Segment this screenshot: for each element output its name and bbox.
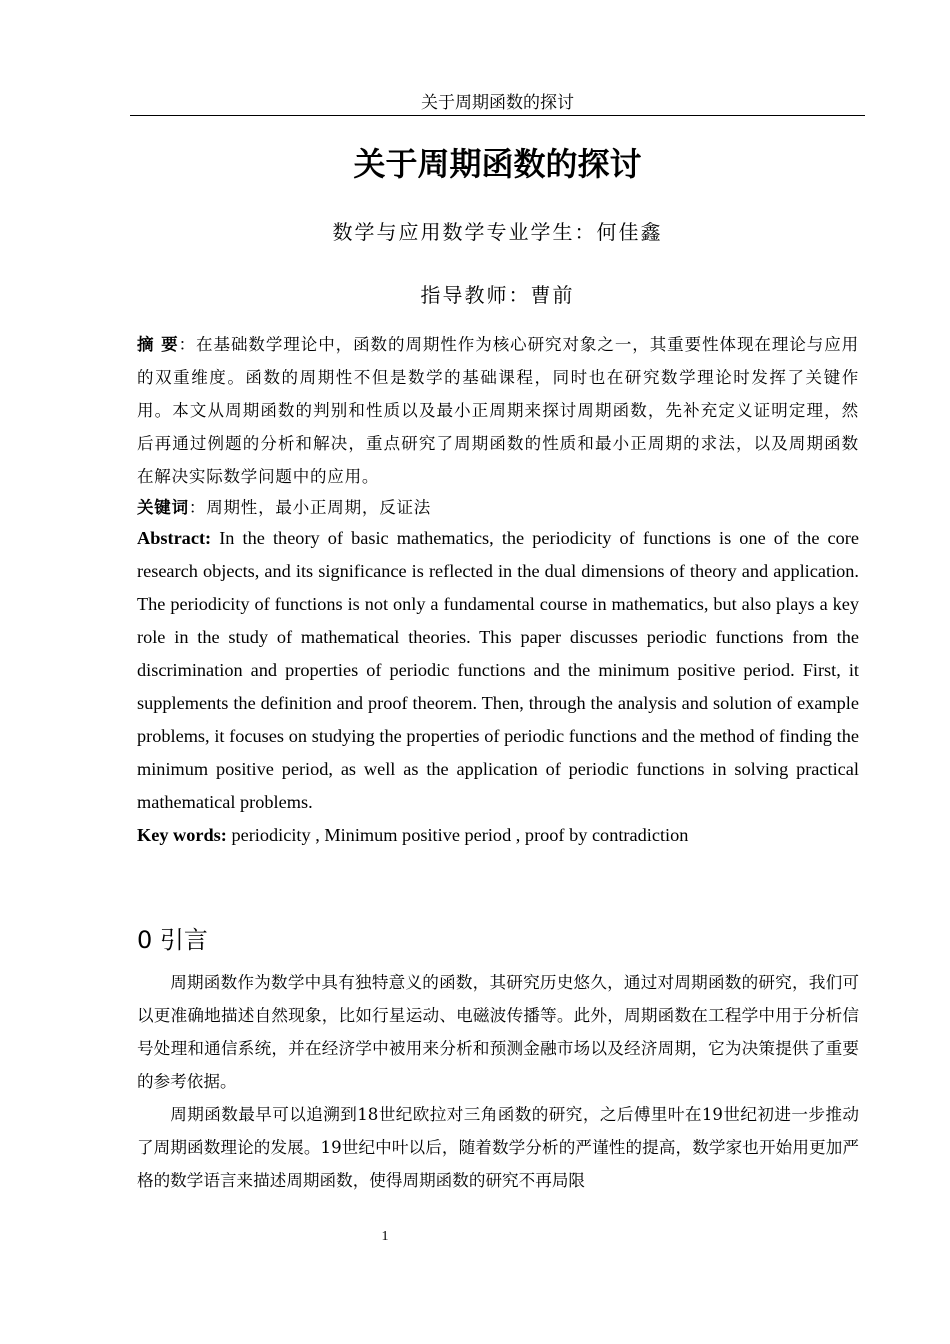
- body-paragraph: 周期函数作为数学中具有独特意义的函数，其研究历史悠久，通过对周期函数的研究，我们可以更准确地描述自然现象，比如行星运动、电磁波传播等。此外，周期函数在工程学中用于分析信号处理和通信系统，并在经济学中被用来分析和预测金融市场以及经济周期，它为决策提供了重要的参考依据。: [137, 973, 859, 1091]
- author-line: 数学与应用数学专业学生：何佳鑫: [332, 220, 663, 244]
- abstract-chinese: [137, 328, 859, 493]
- section-heading-introduction: 0 引言: [137, 926, 208, 954]
- keywords-chinese: [137, 493, 859, 523]
- running-header: 关于周期函数的探讨: [421, 93, 574, 113]
- abstract-chinese-text: ：在基础数学理论中，函数的周期性作为核心研究对象之一，其重要性体现在理论与应用的双重维度。函数的周期性不但是数学的基础课程，同时也在研究数学理论时发挥了关键作用。本文从周期函数的判别和性质以及最小正周期来探讨周期函数，先补充定义证明定理，然后再通过例题的分析和解决，重点研究了周期函数的性质和最小正周期的求法，以及周期函数在解决实际数学问题中的应用。: [137, 335, 859, 486]
- abstract-english: [137, 522, 859, 819]
- abstract-english-text: In the theory of basic mathematics, the periodicity of functions is one of the core research objects, and its significance is reflected in the dual dimensions of theory and application. The periodicity of functions is not only a fundamental course in mathematics, but also plays a key role in the study of mathematical theories. This paper discusses periodic functions from the discrimination and properties of periodic functions and the minimum positive period. First, it supplements the definition and proof theorem. Then, through the analysis and solution of example problems, it focuses on studying the properties of periodic functions and the method of finding the minimum positive period, as well as the application of periodic functions in solving practical mathematical problems.: [137, 528, 859, 812]
- keywords-english-label: Key words:: [137, 825, 227, 845]
- body-paragraph: 周期函数最早可以追溯到18世纪欧拉对三角函数的研究，之后傅里叶在19世纪初进一步推动了周期函数理论的发展。19世纪中叶以后，随着数学分析的严谨性的提高，数学家也开始用更加严格的数学语言来描述周期函数，使得周期函数的研究不再局限: [137, 1105, 859, 1190]
- keywords-english: [137, 819, 859, 852]
- abstract-chinese-label: 摘 要: [137, 335, 179, 354]
- paper-title: 关于周期函数的探讨: [353, 145, 642, 183]
- keywords-english-text: periodicity , Minimum positive period , proof by contradiction: [226, 825, 689, 845]
- advisor-line: 指导教师：曹前: [420, 283, 575, 307]
- page-number: 1: [381, 1229, 389, 1244]
- header-rule: [130, 115, 865, 116]
- keywords-chinese-text: ：周期性，最小正周期，反证法: [188, 498, 432, 517]
- abstract-english-label: Abstract:: [137, 528, 212, 548]
- keywords-chinese-label: 关键词: [137, 498, 189, 517]
